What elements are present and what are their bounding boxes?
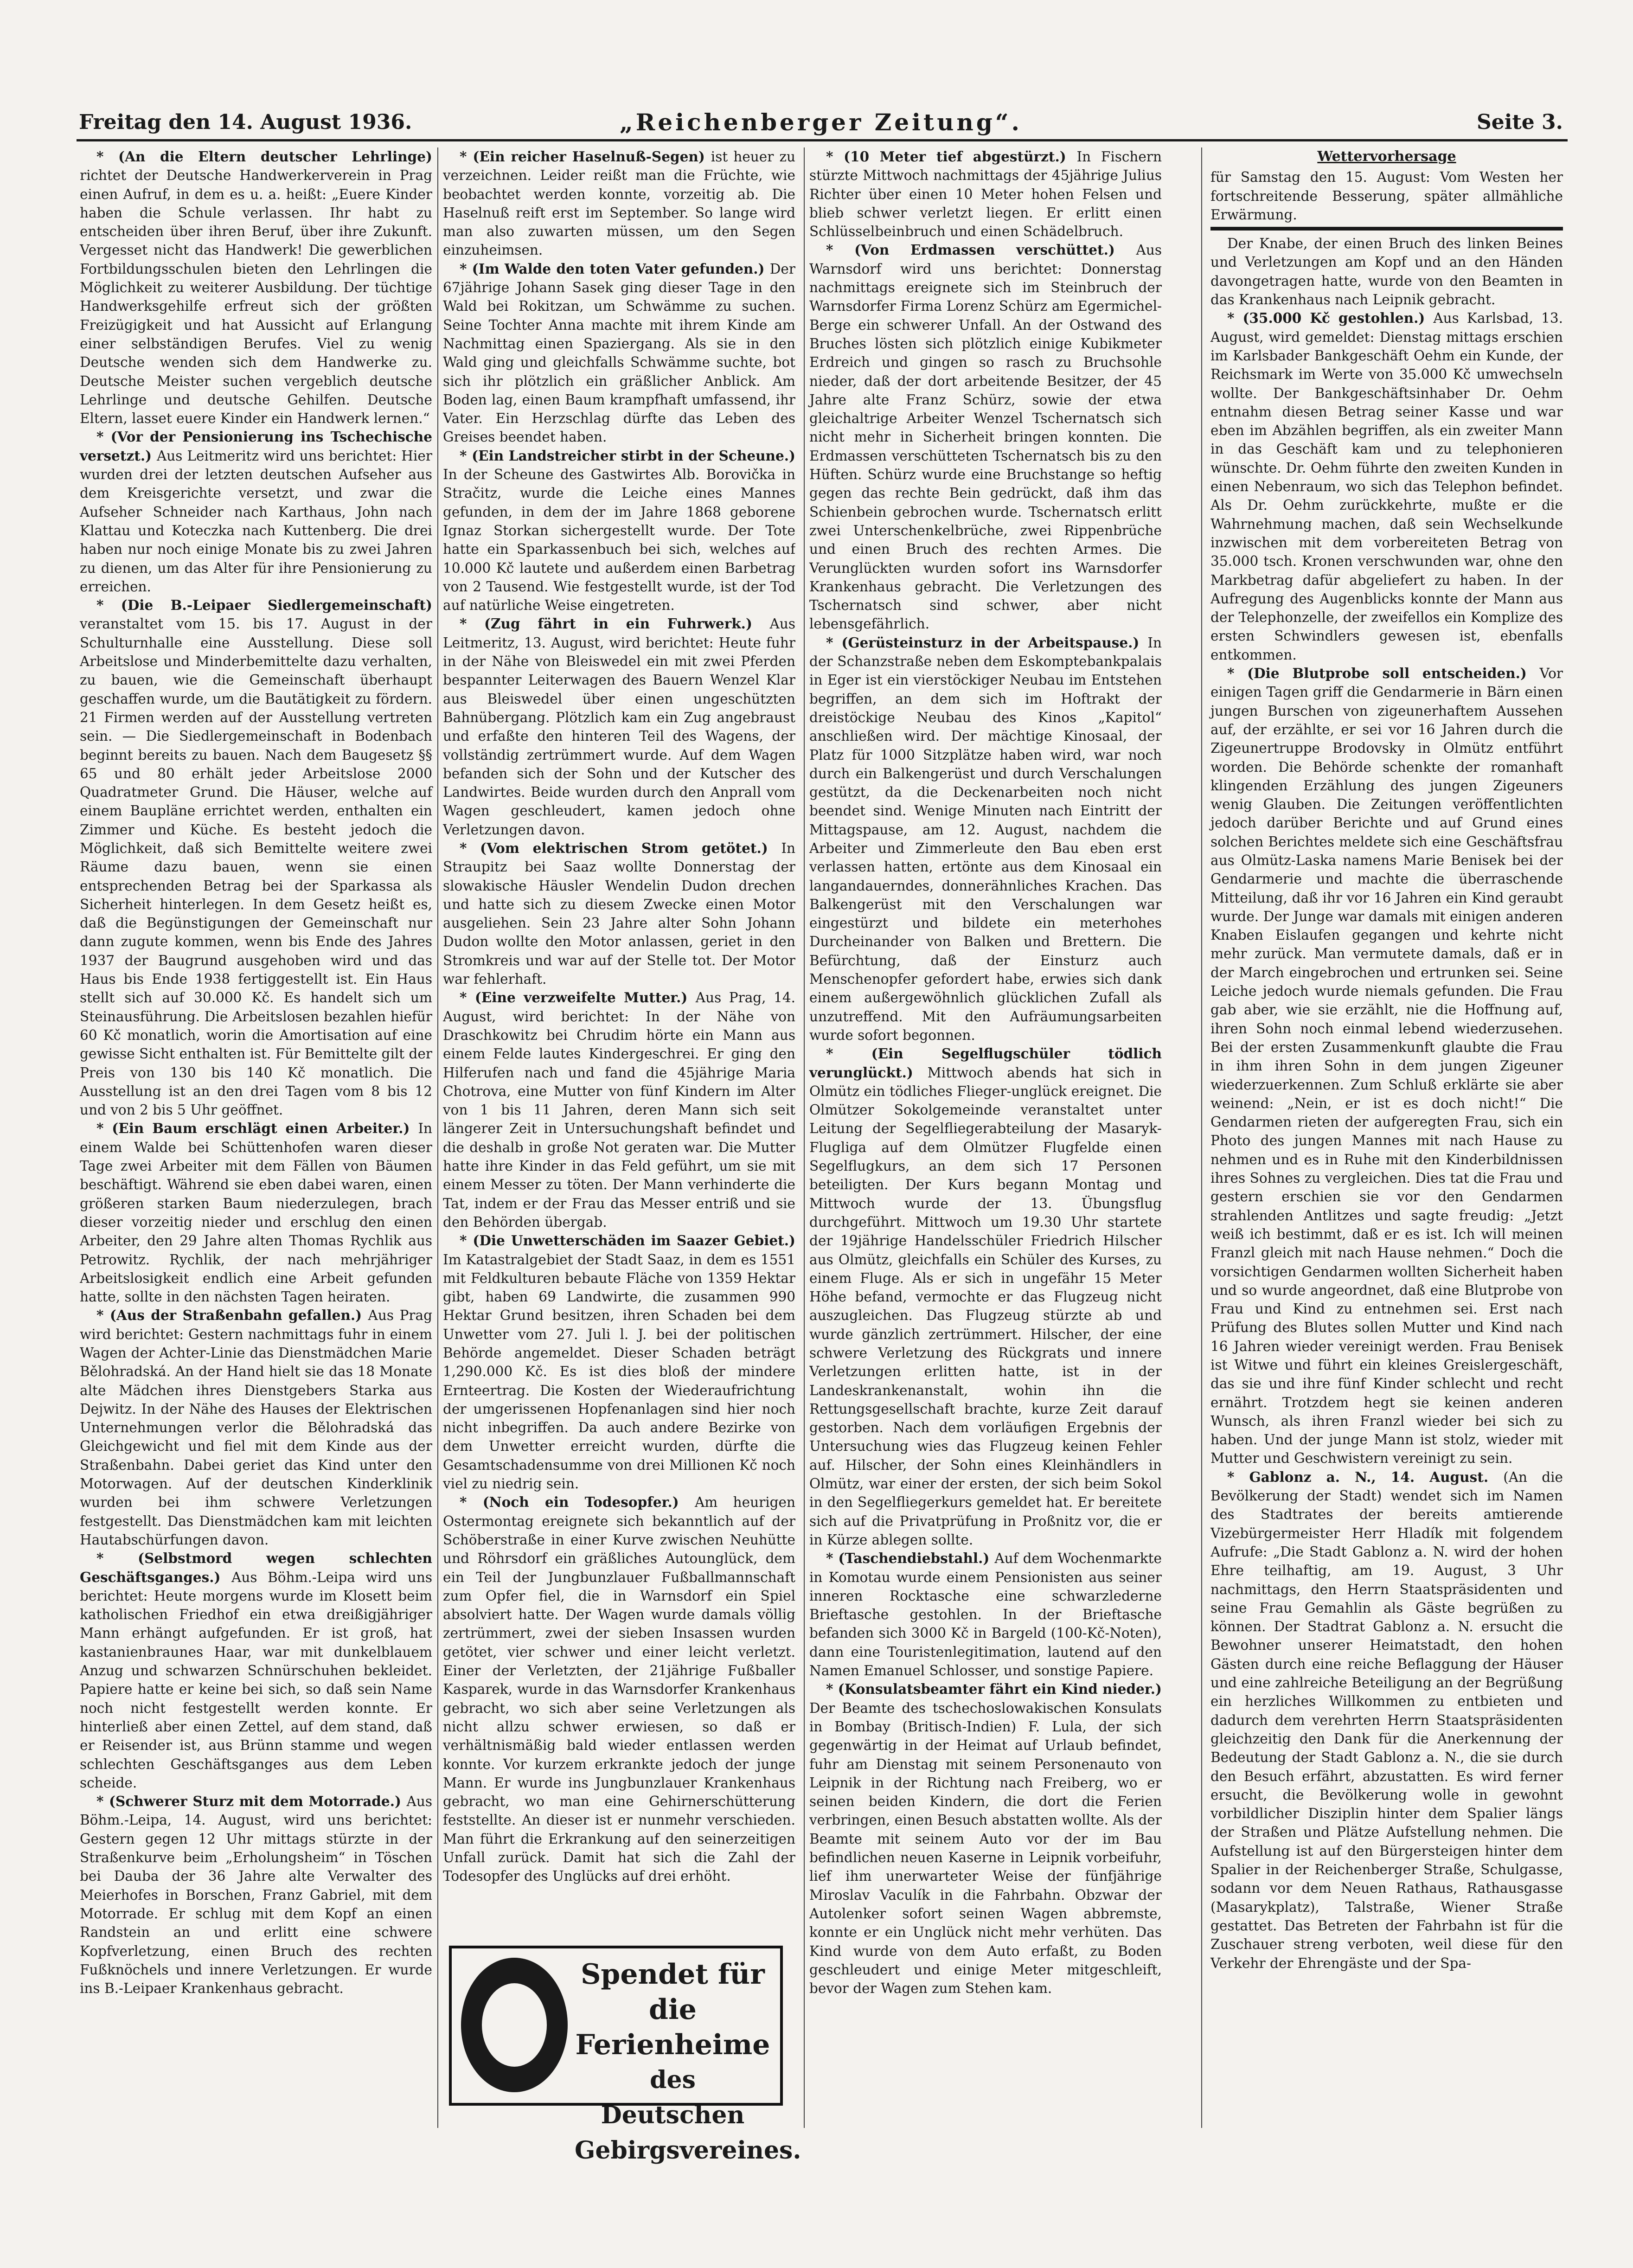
news-body: Der Beamte des tschechoslowakischen Konsulats in Bombay (Britisch-Indien) F. Lula, der sich gegenwärtig in der Heimat auf Urlaub befindet, fuhr am Dienstag mit seinem Personenauto von Leipnik in der Richtung nach Freiberg, wo er seinen beiden Kindern, die dort die Ferien verbringen, einen Besuch abstatten wollte. Als der Beamte mit seinem Auto vor der im Bau befindlichen neuen Kaserne in Leipnik vorbeifuhr, lief ihm unerwarteter Weise der fünfjährige Miroslav Vaculík in die Fahrbahn. Obzwar der Autolenker sofort seinen Wagen abbremste, konnte er ein Unglück nicht mehr verhüten. Das Kind wurde von dem Auto erfaßt, zu Boden geschleudert und einige Meter mitgeschleift, bevor der Wagen zum Stehen kam. <box>809 1700 1162 1997</box>
news-item <box>80 596 432 1119</box>
news-item <box>443 839 795 988</box>
news-body: Aus Leitmeritz, 13. August, wird berichtet: Heute fuhr in der Nähe von Bleiswedel ein mit zwei Pferden bespannter Leiterwagen des Bauern Wenzel Klar aus Bleiswedel über einen ungeschützten Bahnübergang. Plötzlich kam ein Zug angebraust und erfaßte den hinteren Teil des Wagens, der vollständig zertrümmert wurde. Auf dem Wagen befanden sich der Sohn und der Kutscher des Landwirtes. Beide wurden durch den Anprall vom Wagen geschleudert, kamen jedoch ohne Verletzungen davon. <box>443 616 795 838</box>
news-body: In der Scheune des Gastwirtes Alb. Borovička in Stračitz, wurde die Leiche eines Mannes gefunden, in dem der im Jahre 1868 geborene Ignaz Storkan sichergestellt wurde. Der Tote hatte ein Sparkassenbuch bei sich, welches auf 10.000 Kč lautete und außerdem einen Barbetrag von 2 Tausend. Wie festgestellt wurde, ist der Tod auf natürliche Weise eingetreten. <box>443 467 795 614</box>
news-headline: * (Selbstmord wegen schlechten Geschäftsganges.) <box>80 1550 432 1585</box>
news-headline: * (Vom elektrischen Strom getötet.) <box>460 839 781 856</box>
news-item <box>809 1549 1162 1680</box>
ad-line: Ferienheime <box>575 2029 770 2061</box>
news-body: (An die Bevölkerung der Stadt) wendet sich im Namen des Stadtrates der bereits amtierende Vizebürgermeister Herr Hladík mit folgendem Aufrufe: „Die Stadt Gablonz a. N. wird der hohen Ehre teilhaftig, am 19. August, 3 Uhr nachmittags, den Herrn Staatspräsidenten und seine Frau Gemahlin als Gäste begrüßen zu können. Der Stadtrat Gablonz a. N. ersucht die Bewohner unserer Heimatstadt, den hohen Gästen durch eine reiche Beflaggung der Häuser und eine zahlreiche Beteiligung an der Begrüßung ein herzliches Willkommen zu entbieten und dadurch dem verehrten Herrn Staatspräsidenten gleichzeitig den Dank für die Anerkennung der Bedeutung der Stadt Gablonz a. N., die sie durch den Besuch erfährt, abzustatten. Es wird ferner ersucht, die Bevölkerung wolle in gewohnt vorbildlicher Disziplin hinter dem Spalier längs der Straßen und Plätze Aufstellung nehmen. Die Aufstellung ist auf den Bürgersteigen hinter dem Spalier in der Reichenberger Straße, Schulgasse, sodann vor dem Neuen Rathaus, Rathausgasse (Masarykplatz), Talstraße, Wiener Straße gestattet. Das Betreten der Fahrbahn ist für die Zuschauer streng verboten, weil diese für den Verkehr der Ehrengäste und der Spa- <box>1210 1469 1563 1971</box>
news-item <box>809 1680 1162 1998</box>
news-item <box>80 1792 432 1998</box>
news-headline: * (Aus der Straßenbahn gefallen.) <box>96 1307 368 1324</box>
news-body: Aus Prag, 14. August, wird berichtet: In der Nähe von Draschkowitz bei Chrudim hörte ein Mann aus einem Felde lautes Kindergeschrei. Er ging den Hilferufen nach und fand die 45jährige Maria Chotrova, eine Mutter von fünf Kindern im Alter von 1 bis 11 Jahren, deren Mann sich seit längerer Zeit in Untersuchungshaft befindet und die deshalb in große Not geraten war. Die Mutter hatte ihre Kinder in das Feld geführt, um sie mit einem Messer zu töten. Der Mann verhinderte die Tat, indem er der Frau das Messer entriß und sie den Behörden übergab. <box>443 990 795 1230</box>
news-headline: * (Die Unwetterschäden im Saazer Gebiet.) <box>460 1232 795 1249</box>
ad-line: des Deutschen <box>601 2066 745 2129</box>
page-number: Seite 3. <box>1476 110 1563 134</box>
weather-text: für Samstag den 15. August: Vom Westen her fortschreitende Besserung, später allmähliche Erwärmung. <box>1210 169 1563 223</box>
weather-title: Wettervorhersage <box>1317 148 1456 165</box>
column-1 <box>80 147 432 1998</box>
news-headline: * (Eine verzweifelte Mutter.) <box>460 989 696 1006</box>
news-headline: * (Ein Baum erschlägt einen Arbeiter.) <box>96 1120 418 1137</box>
news-item <box>809 1044 1162 1549</box>
news-body: Aus Leitmeritz wird uns berichtet: Hier wurden drei der letzten deutschen Aufseher aus dem Kreisgerichte versetzt, und zwar die Aufseher Schneider nach Karthaus, John nach Klattau und Koteczka nach Kuttenberg. Die drei haben nur noch einige Monate bis zu zwei Jahren zu dienen, um das Alter für ihre Pensionierung zu erreichen. <box>80 448 432 595</box>
news-body: Aus Böhm.-Leipa wird uns berichtet: Heute morgens wurde im Klosett beim katholischen Friedhof ein etwa dreißigjähriger Mann erhängt aufgefunden. Er ist groß, hat kastanienbraunes Haar, war mit dunkelblauem Anzug und schwarzen Schnürschuhen bekleidet. Papiere hatte er keine bei sich, so daß sein Name noch nicht festgestellt werden konnte. Er hinterließ aber einen Zettel, auf dem stand, daß er Reisender ist, aus Brünn stamme und wegen schlechten Geschäftsganges aus dem Leben scheide. <box>80 1569 432 1791</box>
page-header <box>79 106 1563 138</box>
news-headline: * Gablonz a. N., 14. August. <box>1227 1468 1504 1485</box>
news-item <box>1210 664 1563 1468</box>
news-item <box>80 1549 432 1792</box>
news-headline: * (Taschendiebstahl.) <box>826 1550 995 1567</box>
news-body: Im Katastralgebiet der Stadt Saaz, in dem es 1551 mit Feldkulturen bebaute Fläche von 1359 Hektar gibt, haben 69 Landwirte, die zusammen 990 Hektar Grund besitzen, ihren Schaden bei dem Unwetter vom 27. Juli l. J. bei der politischen Behörde angemeldet. Dieser Schaden beträgt 1,290.000 Kč. Es ist dies bloß der mindere Ernteertrag. Die Kosten der Wiederaufrichtung der umgerissenen Hopfenanlagen sind hier noch nicht inbegriffen. Da auch andere Bezirke von dem Unwetter erreicht wurden, dürfte die Gesamtschadensumme von drei Millionen Kč noch viel zu niedrig sein. <box>443 1251 795 1492</box>
column-divider <box>804 147 805 2128</box>
news-body: veranstaltet vom 15. bis 17. August in der Schulturnhalle eine Ausstellung. Diese soll Arbeitslose und Minderbemittelte dazu verhalten, zu bauen, wie die Gemeinschaft überhaupt geschaffen wurde, um die Bautätigkeit zu fördern. 21 Firmen werden auf der Ausstellung vertreten sein. — Die Siedlergemeinschaft in Bodenbach beginnt bereits zu bauen. Nach dem Baugesetz §§ 65 und 80 erhält jeder Arbeitslose 2000 Quadratmeter Grund. Die Häuser, welche auf einem Baupläne errichtet werden, enthalten ein Zimmer und Küche. Es besteht jedoch die Möglichkeit, daß sich Bemittelte weitere zwei Räume dazu bauen, wenn sie einen entsprechenden Betrag bei der Sparkassa als Sicherheit hinterlegen. In dem Gesetz heißt es, daß die Begünstigungen der Gemeinschaft nur dann zugute kommen, wenn bis Ende des Jahres 1937 der Baugrund ausgehoben wird und das Haus bis Ende 1938 fertiggestellt ist. Ein Haus stellt sich auf 30.000 Kč. Es handelt sich um Steinausführung. Die Arbeitslosen bezahlen hiefür 60 Kč monatlich, worin die Amortisation auf eine gewisse Sicht enthalten ist. Für Bemittelte gilt der Preis von 130 bis 140 Kč monatlich. Die Ausstellung ist an den drei Tagen vom 8 bis 12 und von 2 bis 5 Uhr geöffnet. <box>80 616 432 1118</box>
header-rule <box>77 139 1568 141</box>
news-item <box>80 428 432 596</box>
column-4 <box>1210 147 1563 1973</box>
news-item <box>80 1119 432 1306</box>
news-headline: * (Im Walde den toten Vater gefunden.) <box>460 260 770 277</box>
ad-line: Spendet für die <box>581 1958 765 2026</box>
news-item <box>80 147 432 428</box>
news-item <box>443 260 795 447</box>
column-2 <box>443 147 795 1933</box>
ad-line: Gebirgsvereines. <box>575 2136 801 2165</box>
news-body: Aus Karlsbad, 13. August, wird gemeldet: Dienstag mittags erschien im Karlsbader Bankgeschäft Oehm ein Kunde, der Reichsmark im Werte von 35.000 Kč umwechseln wollte. Der Bankgeschäftsinhaber Dr. Oehm entnahm diesen Betrag seiner Kasse und war eben im Abzählen begriffen, als ein zweiter Mann in das Geschäft kam und zu telephonieren wünschte. Dr. Oehm führte den zweiten Kunden in einen Nebenraum, wo sich das Telephon befindet. Als Dr. Oehm zurückkehrte, mußte er die Wahrnehmung machen, daß sein Wechselkunde inzwischen mit dem vorbereiteten Betrag von 35.000 tsch. Kronen verschwunden war, ohne den Markbetrag dafür abgeliefert zu haben. In der Aufregung des Augenblicks konnte der Mann aus der Telephonzelle, der zweifellos ein Komplize des ersten Schwindlers gewesen ist, ebenfalls entkommen. <box>1210 310 1563 663</box>
news-item <box>443 147 795 260</box>
news-headline: * (Noch ein Todesopfer.) <box>460 1494 695 1511</box>
news-headline: * (Ein reicher Haselnuß-Segen) <box>460 148 711 165</box>
news-headline: * (Ein Landstreicher stirbt in der Scheune.) <box>460 447 795 464</box>
weather-rule <box>1210 227 1563 231</box>
news-item <box>443 988 795 1231</box>
news-item <box>809 241 1162 633</box>
news-item <box>1210 309 1563 664</box>
news-body: In einem Walde bei Schüttenhofen waren dieser Tage zwei Arbeiter mit dem Fällen von Bäumen beschäftigt. Während sie eben dabei waren, einen größeren starken Baum niederzulegen, brach dieser vorzeitig nieder und erschlug den einen Arbeiter, den 29 Jahre alten Thomas Rychlik aus Petrowitz. Rychlik, der nach mehrjähriger Arbeitslosigkeit endlich eine Arbeit gefunden hatte, sollte in den nächsten Tagen heiraten. <box>80 1121 432 1305</box>
news-body: In der Schanzstraße neben dem Eskomptebankpalais in Eger ist ein vierstöckiger Neubau im Entstehen begriffen, an dem sich im Hoftrakt der dreistöckige Neubau des Kinos „Kapitol“ anschließen wird. Der mächtige Kinosaal, der Platz für 1000 Sitzplätze haben wird, war noch durch ein Balkengerüst und durch Verschalungen gestützt, da die Deckenarbeiten noch nicht beendet sind. Wenige Minuten nach Eintritt der Mittagspause, am 12. August, nachdem die Arbeiter und Zimmerleute den Bau eben erst verlassen hatten, ertönte aus dem Kinosaal ein langandauerndes, donnerähnliches Krachen. Das Balkengerüst mit den Verschalungen war eingestürzt und bildete ein meterhohes Durcheinander von Balken und Brettern. Die Befürchtung, daß der Einsturz auch Menschenopfer gefordert habe, erwies sich dank einem außergewöhnlich glücklichen Zufall als unzutreffend. Mit den Aufräumungsarbeiten wurde sofort begonnen. <box>809 634 1162 1043</box>
news-body: Aus Prag wird berichtet: Gestern nachmittags fuhr in einem Wagen der Achter-Linie das Dienstmädchen Marie Bělohradská. An der Hand hielt sie das 18 Monate alte Mädchen ihres Dienstgebers Starka aus Dejwitz. In der Nähe des Hauses der Elektrischen Unternehmungen verlor die Bělohradská das Gleichgewicht und fiel mit dem Kinde aus der Straßenbahn. Dabei geriet das Kind unter den Motorwagen. Auf der deutschen Kinderklinik wurden bei ihm schwere Verletzungen festgestellt. Das Dienstmädchen kam mit leichten Hautabschürfungen davon. <box>80 1307 432 1548</box>
issue-date: Freitag den 14. August 1936. <box>79 110 412 134</box>
edelweiss-emblem-icon <box>461 1958 568 2092</box>
column-divider <box>437 147 438 2128</box>
news-body: Aus Böhm.-Leipa, 14. August, wird uns berichtet: Gestern gegen 12 Uhr mittags stürzte in der Straßenkurve beim „Erholungsheim“ in Töschen bei Dauba der 36 Jahre alte Verwalter des Meierhofes in Borschen, Franz Gabriel, mit dem Motorrade. Er schlug mit dem Kopf an einen Randstein an und erlitt eine schwere Kopfverletzung, einen Bruch des rechten Fußknöchels und innere Verletzungen. Er wurde ins B.-Leipaer Krankenhaus gebracht. <box>80 1794 432 1997</box>
news-headline: * (Gerüsteinsturz in der Arbeitspause.) <box>826 634 1148 651</box>
news-headline: * (10 Meter tief abgestürzt.) <box>826 148 1077 165</box>
news-headline: * (35.000 Kč gestohlen.) <box>1227 310 1434 327</box>
news-headline: * (Von Erdmassen verschüttet.) <box>826 242 1136 258</box>
news-item <box>443 1493 795 1885</box>
news-body: In Fischern stürzte Mittwoch nachmittags der 45jährige Julius Richter über einen 10 Meter hohen Felsen und blieb schwer verletzt liegen. Er erlitt einen Schlüsselbeinbruch und einen Schädelbruch. <box>809 149 1162 240</box>
news-headline: * (Ein Segelflugschüler tödlich verunglückt.) <box>809 1045 1162 1081</box>
news-item <box>1210 1468 1563 1973</box>
news-headline: * (Vor der Pensionierung ins Tschechische versetzt.) <box>80 429 432 464</box>
news-body: Auf dem Wochenmarkte in Komotau wurde einem Pensionisten aus seiner inneren Rocktasche eine schwarzlederne Brieftasche gestohlen. In der Brieftasche befanden sich 3000 Kč in Bargeld (100-Kč-Noten), dann eine Touristenlegitimation, lautend auf den Namen Emanuel Schlosser, und sonstige Papiere. <box>809 1550 1162 1679</box>
news-item <box>809 634 1162 1045</box>
column-3 <box>809 147 1162 1998</box>
advertisement-box <box>449 1946 801 2165</box>
news-item <box>443 447 795 615</box>
news-item <box>443 1231 795 1493</box>
news-headline: * (Zug fährt in ein Fuhrwerk.) <box>460 615 770 632</box>
news-item <box>809 147 1162 241</box>
news-item <box>443 615 795 839</box>
news-item <box>80 1306 432 1549</box>
masthead: „Reichenberger Zeitung“. <box>620 109 1022 136</box>
news-body: Der 67jährige Johann Sasek ging dieser Tage in den Wald bei Rokitzan, um Schwämme zu suchen. Seine Tochter Anna machte mit ihrem Kinde am Nachmittag einen Spaziergang. Als sie in den Wald ging und gleichfalls Schwämme suchte, bot sich ihr plötzlich ein gräßlicher Anblick. Am Boden lag, einen Baum krampfhaft umfassend, ihr Vater. Ein Herzschlag dürfte das Leben des Greises beendet haben. <box>443 261 795 445</box>
column-divider <box>1201 147 1202 2128</box>
news-body: In Straupitz bei Saaz wollte Donnerstag der slowakische Häusler Wendelin Dudon drechen und hatte sich zu diesem Zwecke einen Motor ausgeliehen. Sein 23 Jahre alter Sohn Johann Dudon wollte den Motor anlassen, geriet in den Stromkreis und war auf der Stelle tot. Der Motor war fehlerhaft. <box>443 840 795 987</box>
advertisement-text <box>575 1957 801 2168</box>
news-body: Am heurigen Ostermontag ereignete sich bekanntlich auf der Schöberstraße in einer Kurve zwischen Neuhütte und Röhrsdorf ein gräßliches Autounglück, dem ein Teil der Jungbunzlauer Fußballmannschaft zum Opfer fiel, die in Warnsdorf ein Spiel absolviert hatte. Der Wagen wurde damals völlig zertrümmert, zwei der sieben Insassen wurden getötet, vier schwer und einer leicht verletzt. Einer der Verletzten, der 21jährige Fußballer Kasparek, wurde in das Warnsdorfer Krankenhaus gebracht, wo sich aber seine Verletzungen als nicht allzu schwer erwiesen, so daß er verhältnismäßig bald wieder entlassen werden konnte. Vor kurzem erkrankte jedoch der junge Mann. Er wurde ins Jungbunzlauer Krankenhaus gebracht, wo man eine Gehirnerschütterung feststellte. An dieser ist er nunmehr verschieden. Man führt die Erkrankung auf den seinerzeitigen Unfall zurück. Damit hat sich die Zahl der Todesopfer des Unglücks auf drei erhöht. <box>443 1494 795 1884</box>
news-item <box>1210 234 1563 309</box>
news-body: Vor einigen Tagen griff die Gendarmerie in Bärn einen jungen Burschen von zigeunerhaftem Aussehen auf, der erzählte, er sei vor 16 Jahren durch die Zigeunertruppe Brodovsky in Olmütz entführt worden. Die Behörde schenkte der romanhaft klingenden Erzählung des jungen Zigeuners wenig Glauben. Die Zeitungen veröffentlichten jedoch darüber Berichte und auf Grund eines solchen Berichtes meldete sich eine Geschäftsfrau aus Olmütz-Laska namens Marie Benisek bei der Gendarmerie und machte die überraschende Mitteilung, daß ihr vor 16 Jahren ein Kind geraubt wurde. Der Junge war damals mit einigen anderen Knaben Eislaufen gegangen und kehrte nicht mehr zurück. Man vermutete damals, daß er in der March eingebrochen und ertrunken sei. Seine Leiche jedoch wurde niemals gefunden. Die Frau gab aber, wie sie erzählt, nie die Hoffnung auf, ihren Sohn noch einmal lebend wiederzusehen. Bei der ersten Zusammenkunft glaubte die Frau in ihm ihren Sohn in dem jungen Zigeuner wiederzuerkennen. Zum Schluß erklärte sie aber weinend: „Nein, er ist es doch nicht!“ Die Gendarmen rieten der aufgeregten Frau, sich ein Photo des jungen Mannes mit nach Hause zu nehmen und es in Ruhe mit den Kinderbildnissen ihres Sohnes zu vergleichen. Dies tat die Frau und gestern erschien sie vor den Gendarmen strahlenden Antlitzes und sagte freudig: „Jetzt weiß ich bestimmt, daß er es ist. Ich will meinen Franzl gleich mit nach Hause nehmen.“ Doch die vorsichtigen Gendarmen wollten Sicherheit haben und so wurde angeordnet, daß eine Blutprobe von Frau und Kind zu entnehmen sei. Erst nach Prüfung des Blutes sollen Mutter und Kind nach 16 Jahren wieder vereinigt werden. Frau Benisek ist Witwe und führt ein kleines Greislergeschäft, das sie und ihre fünf Kinder schlecht und recht ernährt. Trotzdem hegt sie keinen anderen Wunsch, als ihren Franzl wieder bei sich zu haben. Und der junge Mann ist stolz, wieder mit Mutter und Geschwistern vereinigt zu sein. <box>1210 666 1563 1467</box>
news-body: Mittwoch abends hat sich in Olmütz ein tödliches Flieger-unglück ereignet. Die Olmützer Sokolgemeinde veranstaltet unter Leitung der Segelfliegerabteilung der Masaryk-Flugliga auf dem Olmützer Flugfelde einen Segelflugkurs, an dem sich 17 Personen beteiligten. Der Kurs begann Montag und Mittwoch wurde der 13. Übungsflug durchgeführt. Mittwoch um 19.30 Uhr startete der 19jährige Handelsschüler Friedrich Hilscher aus Olmütz, gleichfalls ein Schüler des Kurses, zu einem Fluge. Als er sich in ungefähr 15 Meter Höhe befand, vermochte er das Flugzeug nicht auszugleichen. Das Flugzeug stürzte ab und wurde gänzlich zertrümmert. Hilscher, der eine schwere Verletzung des Rückgrats und innere Verletzungen erlitten hatte, ist in der Landeskrankenanstalt, wohin ihn die Rettungsgesellschaft brachte, kurze Zeit darauf gestorben. Nach dem vorläufigen Ergebnis der Untersuchung wies das Flugzeug keinen Fehler auf. Hilscher, der Sohn eines Kleinhändlers in Olmütz, war einer der ersten, der sich beim Sokol in den Segelfliegerkurs gemeldet hat. Er bereitete sich auf die Privatprüfung in Proßnitz vor, die er in Kürze ablegen sollte. <box>809 1064 1162 1548</box>
news-body: Aus Warnsdorf wird uns berichtet: Donnerstag nachmittags ereignete sich im Steinbruch der Warnsdorfer Firma Lorenz Schürz am Egermichel-Berge ein schwerer Unfall. An der Ostwand des Bruches lösten sich plötzlich einige Kubikmeter Erdreich und gingen so rasch zu Bruchsohle nieder, daß der dort arbeitende Besitzer, der 45 Jahre alte Franz Schürz, sowie der etwa gleichaltrige Arbeiter Wenzel Tschernatsch sich nicht mehr in Sicherheit bringen konnten. Die Erdmassen verschütteten Tschernatsch bis zu den Hüften. Schürz wurde eine Bruchstange so heftig gegen das rechte Bein gedrückt, daß ihm das Schienbein gebrochen wurde. Tschernatsch erlitt zwei Unterschenkelbrüche, zwei Rippenbrüche und einen Bruch des rechten Armes. Die Verunglückten wurden sofort ins Warnsdorfer Krankenhaus gebracht. Die Verletzungen des Tschernatsch sind schwer, aber nicht lebensgefährlich. <box>809 242 1162 632</box>
news-headline: * (Die B.-Leipaer Siedlergemeinschaft) <box>96 597 432 614</box>
news-body: ist heuer zu verzeichnen. Leider reißt man die Früchte, wie beobachtet werden konnte, vorzeitig ab. Die Haselnuß reift erst im September. So lange wird man also zuwarten müssen, um den Segen einzuheimsen. <box>443 149 795 258</box>
news-headline: * (Die Blutprobe soll entscheiden.) <box>1227 665 1540 682</box>
news-body: richtet der Deutsche Handwerkerverein in Prag einen Aufruf, in dem es u. a. heißt: „Euere Kinder haben die Schule verlassen. Ihr habt zu entscheiden über ihren Beruf, über ihre Zukunft. Vergesset nicht das Handwerk! Die gewerblichen Fortbildungsschulen bieten den Lehrlingen die Möglichkeit zu weiterer Ausbildung. Der tüchtige Handwerksgehilfe erfreut sich der größten Freizügigkeit und hat Aussicht auf Erlangung einer selbständigen Berufes. Viel zu wenig Deutsche wenden sich dem Handwerke zu. Deutsche Meister suchen vergeblich deutsche Lehrlinge und deutsche Gehilfen. Deutsche Eltern, lasset euere Kinder ein Handwerk lernen.“ <box>80 167 432 427</box>
news-body: Der Knabe, der einen Bruch des linken Beines und Verletzungen am Kopf und an den Händen davongetragen hatte, wurde von den Beamten in das Krankenhaus nach Leipnik gebracht. <box>1210 236 1563 308</box>
news-headline: * (Konsulatsbeamter fährt ein Kind nieder.) <box>826 1681 1162 1698</box>
news-headline: * (An die Eltern deutscher Lehrlinge) <box>96 148 432 165</box>
news-headline: * (Schwerer Sturz mit dem Motorrade.) <box>96 1793 407 1810</box>
